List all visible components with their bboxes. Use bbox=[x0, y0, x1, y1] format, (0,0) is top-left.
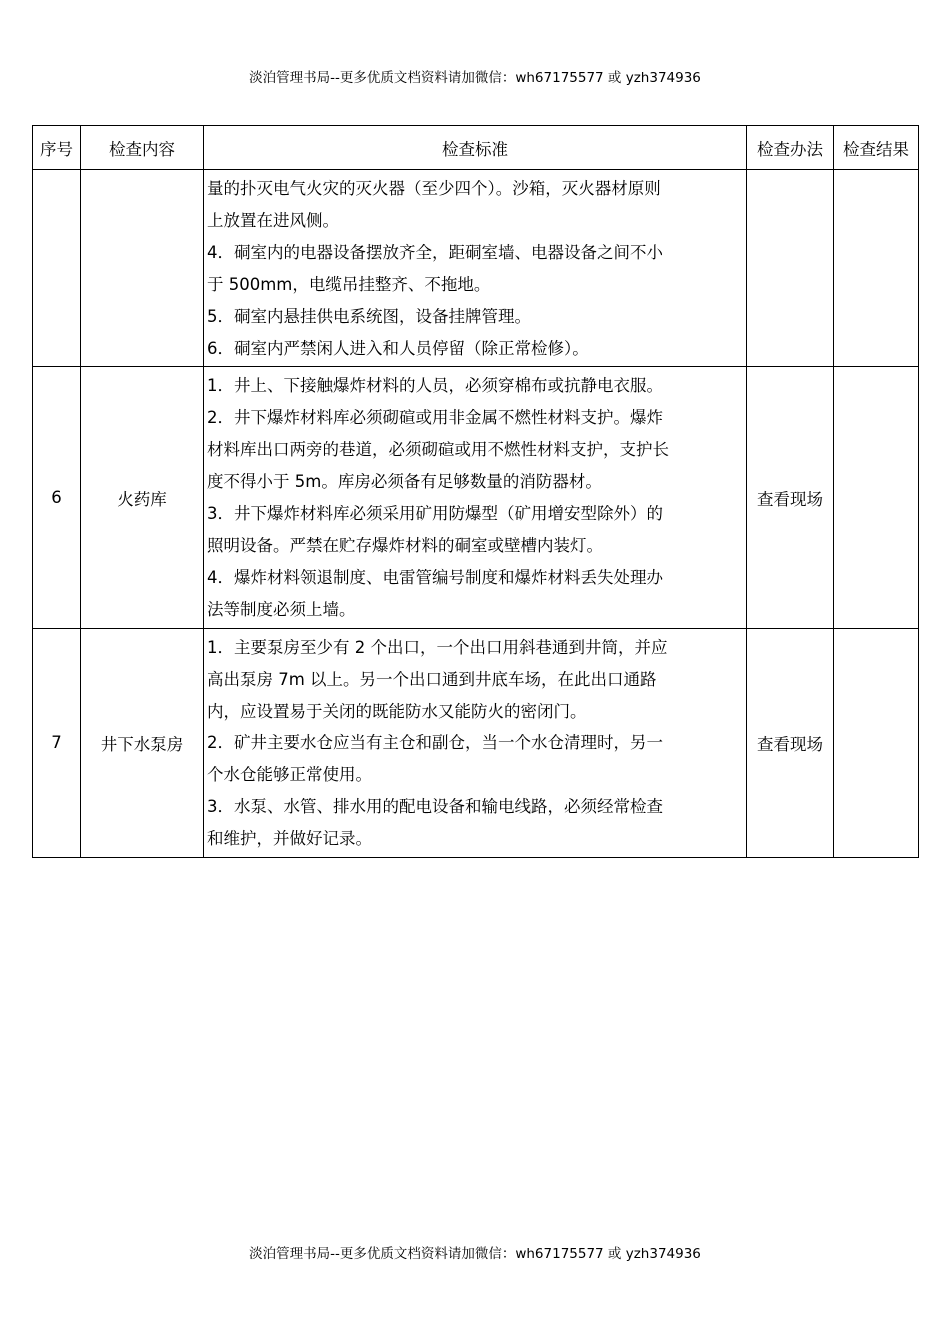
standard-line: 度不得小于 5m。库房必须备有足够数量的消防器材。 bbox=[207, 472, 602, 492]
header-content: 检查内容 bbox=[81, 126, 204, 170]
row-result-cell bbox=[834, 628, 919, 857]
header-standard: 检查标准 bbox=[204, 126, 747, 170]
standard-line: 2．矿井主要水仓应当有主仓和副仓，当一个水仓清理时，另一 bbox=[207, 733, 663, 753]
table-row bbox=[33, 628, 919, 857]
standard-line: 5．硐室内悬挂供电系统图，设备挂牌管理。 bbox=[207, 306, 531, 326]
standard-line: 个水仓能够正常使用。 bbox=[207, 765, 372, 785]
table-row bbox=[33, 367, 919, 628]
row-method-cell: 查看现场 bbox=[747, 628, 834, 857]
row-content-cell: 火药库 bbox=[81, 367, 204, 628]
row-method-cell bbox=[747, 170, 834, 367]
standard-line: 3．井下爆炸材料库必须采用矿用防爆型（矿用增安型除外）的 bbox=[207, 504, 663, 524]
standard-line: 法等制度必须上墙。 bbox=[207, 599, 356, 619]
row-standard-cell bbox=[204, 170, 747, 367]
standard-line: 内，应设置易于关闭的既能防水又能防火的密闭门。 bbox=[207, 701, 587, 721]
header-result: 检查结果 bbox=[834, 126, 919, 170]
row-result-cell bbox=[834, 170, 919, 367]
standard-line: 6．硐室内严禁闲人进入和人员停留（除正常检修）。 bbox=[207, 338, 589, 358]
row-index-cell bbox=[33, 170, 81, 367]
row-content-cell: 井下水泵房 bbox=[81, 628, 204, 857]
standard-line: 上放置在进风侧。 bbox=[207, 210, 339, 230]
row-index-cell: 7 bbox=[33, 628, 81, 857]
standard-line: 1．主要泵房至少有 2 个出口，一个出口用斜巷通到井筒，并应 bbox=[207, 637, 668, 657]
row-standard-cell bbox=[204, 367, 747, 628]
row-method-cell: 查看现场 bbox=[747, 367, 834, 628]
row-standard-cell bbox=[204, 628, 747, 857]
header-method: 检查办法 bbox=[747, 126, 834, 170]
header-index: 序号 bbox=[33, 126, 81, 170]
standard-line: 于 500mm，电缆吊挂整齐、不拖地。 bbox=[207, 274, 491, 294]
standard-line: 2．井下爆炸材料库必须砌碹或用非金属不燃性材料支护。爆炸 bbox=[207, 408, 663, 428]
page-footer: 淡泊管理书局--更多优质文档资料请加微信：wh67175577 或 yzh374936 bbox=[249, 1246, 701, 1262]
standard-line: 照明设备。严禁在贮存爆炸材料的硐室或壁槽内装灯。 bbox=[207, 535, 603, 555]
standard-line: 量的扑灭电气火灾的灭火器（至少四个）。沙箱，灭火器材原则 bbox=[207, 179, 661, 198]
table-row bbox=[33, 170, 919, 367]
inspection-table bbox=[32, 125, 919, 858]
row-result-cell bbox=[834, 367, 919, 628]
standard-line: 高出泵房 7m 以上。另一个出口通到井底车场，在此出口通路 bbox=[207, 669, 657, 689]
standard-line: 4．爆炸材料领退制度、电雷管编号制度和爆炸材料丢失处理办 bbox=[207, 567, 663, 587]
row-index-cell: 6 bbox=[33, 367, 81, 628]
standard-line: 材料库出口两旁的巷道，必须砌碹或用不燃性材料支护，支护长 bbox=[207, 440, 669, 460]
standard-line: 1．井上、下接触爆炸材料的人员，必须穿棉布或抗静电衣服。 bbox=[207, 376, 663, 396]
standard-line: 3．水泵、水管、排水用的配电设备和输电线路，必须经常检查 bbox=[207, 797, 663, 817]
standard-line: 和维护，并做好记录。 bbox=[207, 829, 372, 849]
standard-line: 4．硐室内的电器设备摆放齐全，距硐室墙、电器设备之间不小 bbox=[207, 242, 663, 262]
row-content-cell bbox=[81, 170, 204, 367]
table-header-row bbox=[33, 126, 919, 170]
page-header: 淡泊管理书局--更多优质文档资料请加微信：wh67175577 或 yzh374936 bbox=[249, 70, 701, 86]
